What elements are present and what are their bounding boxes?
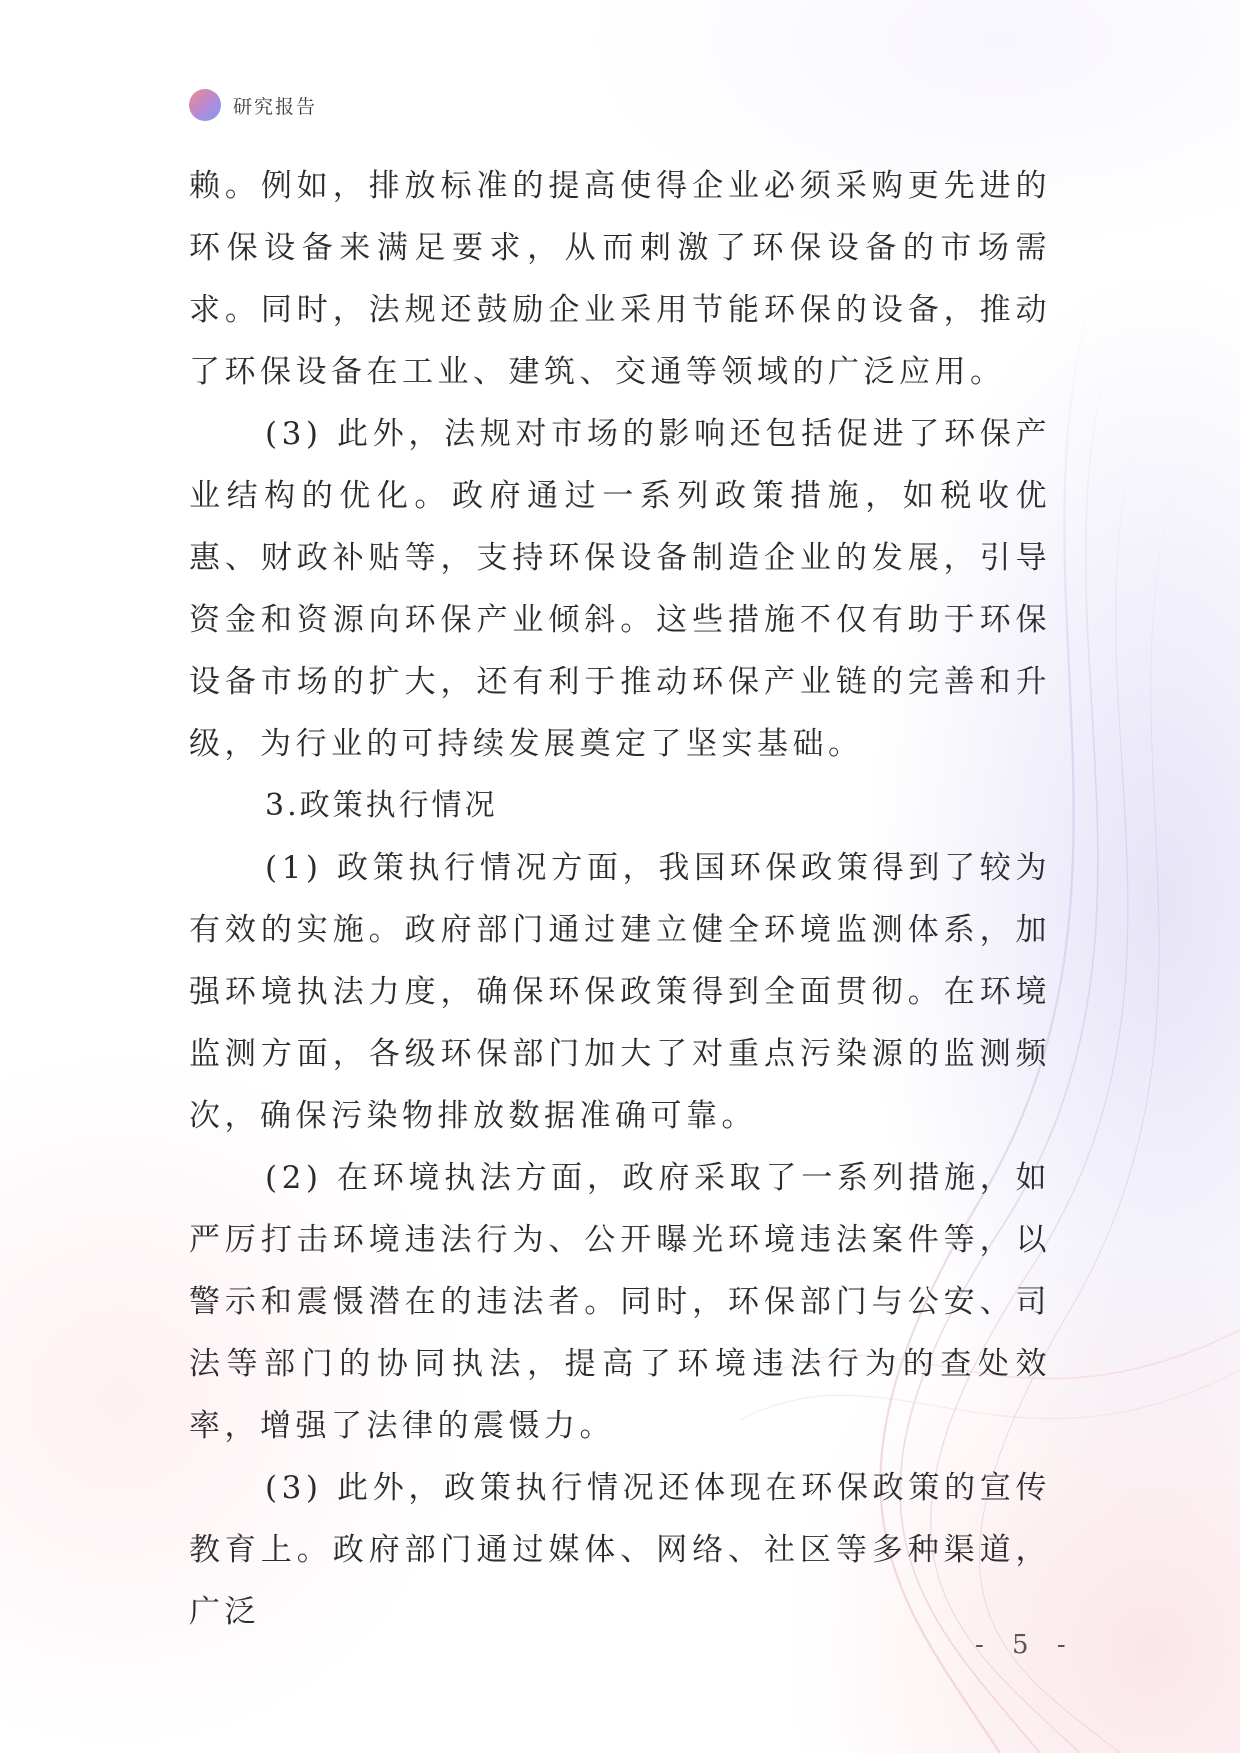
paragraph-continued: 赖。例如，排放标准的提高使得企业必须采购更先进的环保设备来满足要求，从而刺激了环保设备的市场需求。同时，法规还鼓励企业采用节能环保的设备，推动了环保设备在工业、建筑、交通等领域的广泛应用。 bbox=[189, 168, 1051, 390]
document-body bbox=[189, 155, 1051, 1643]
paragraph-3-market-structure: (3) 此外，法规对市场的影响还包括促进了环保产业结构的优化。政府通过一系列政策措施，如税收优惠、财政补贴等，支持环保设备制造企业的发展，引导资金和资源向环保产业倾斜。这些措施不仅有助于环保设备市场的扩大，还有利于推动环保产业链的完善和升级，为行业的可持续发展奠定了坚实基础。 bbox=[189, 416, 1051, 762]
section-heading-policy-execution: 3.政策执行情况 bbox=[265, 788, 498, 823]
paragraph-3-publicity: (3) 此外，政策执行情况还体现在环保政策的宣传教育上。政府部门通过媒体、网络、社区等多种渠道，广泛 bbox=[189, 1470, 1051, 1630]
paragraph-1-policy-execution: (1) 政策执行情况方面，我国环保政策得到了较为有效的实施。政府部门通过建立健全环境监测体系，加强环境执法力度，确保环保政策得到全面贯彻。在环境监测方面，各级环保部门加大了对重点污染源的监测频次，确保污染物排放数据准确可靠。 bbox=[189, 850, 1051, 1134]
header-title: 研究报告 bbox=[233, 95, 318, 118]
logo-icon bbox=[189, 89, 221, 121]
report-header bbox=[189, 88, 317, 122]
paragraph-2-enforcement: (2) 在环境执法方面，政府采取了一系列措施，如严厉打击环境违法行为、公开曝光环境违法案件等，以警示和震慑潜在的违法者。同时，环保部门与公安、司法等部门的协同执法，提高了环境违法行为的查处效率，增强了法律的震慑力。 bbox=[189, 1160, 1051, 1444]
page-number: - 5 - bbox=[975, 1630, 1076, 1660]
